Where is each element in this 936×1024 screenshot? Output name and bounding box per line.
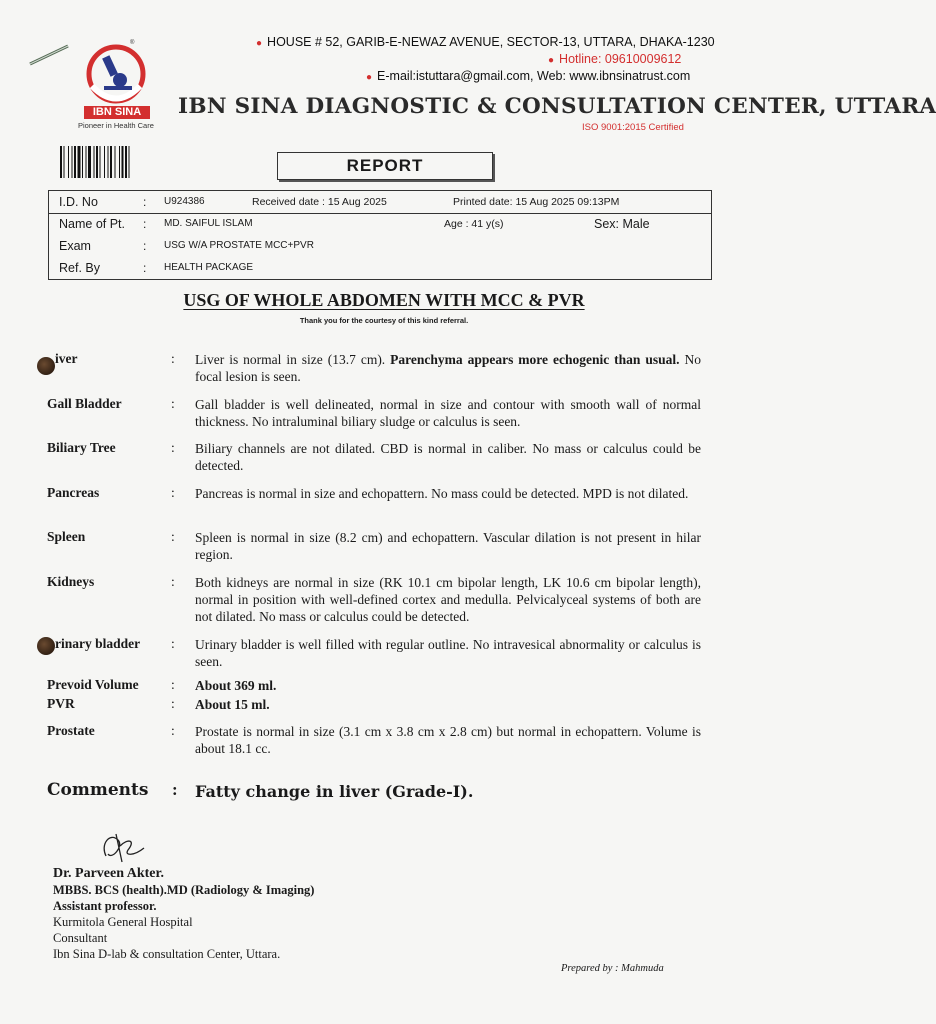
center-name: IBN SINA DIAGNOSTIC & CONSULTATION CENTER, UTTARA xyxy=(178,94,936,119)
colon: : xyxy=(171,440,175,455)
barcode-bar xyxy=(122,146,124,178)
barcode-bar xyxy=(64,146,65,178)
punch-hole-mark xyxy=(37,637,55,655)
info-row-exam xyxy=(49,235,711,257)
barcode-bar xyxy=(129,146,130,178)
barcode-bar xyxy=(108,146,109,178)
hotline-text: Hotline: 09610009612 xyxy=(559,52,682,66)
finding-label-pancreas: Pancreas xyxy=(47,485,100,500)
exam-value: USG W/A PROSTATE MCC+PVR xyxy=(164,240,314,251)
barcode-bar xyxy=(82,146,83,178)
address-line xyxy=(256,35,715,49)
colon: : xyxy=(171,574,175,589)
colon: : xyxy=(171,351,175,366)
patient-info-box xyxy=(48,190,712,280)
barcode-bar xyxy=(68,146,69,178)
liver-rest-text: No focal lesion is seen. xyxy=(195,352,702,384)
barcode xyxy=(60,146,180,178)
report-heading: REPORT xyxy=(277,152,493,180)
finding-label-spleen: Spleen xyxy=(47,529,86,544)
prepared-by: Prepared by : Mahmuda xyxy=(561,963,664,974)
name-value: MD. SAIFUL ISLAM xyxy=(164,218,253,229)
colon: : xyxy=(171,529,175,544)
name-label: Name of Pt. xyxy=(59,217,125,231)
age-value: Age : 41 y(s) xyxy=(444,218,504,230)
barcode-bar xyxy=(60,146,62,178)
ref-value: HEALTH PACKAGE xyxy=(164,262,254,273)
liver-normal-text: Liver is normal in size (13.7 cm). xyxy=(195,352,391,367)
doctor-hospital: Kurmitola General Hospital xyxy=(53,915,193,929)
comments-text: Fatty change in liver (Grade-I). xyxy=(195,782,474,801)
barcode-bar xyxy=(110,146,112,178)
email-web-line xyxy=(366,69,690,83)
colon: : xyxy=(143,239,147,253)
finding-text-spleen: Spleen is normal in size (8.2 cm) and echopattern. Vascular dilation is not present in hilar region. xyxy=(195,530,701,562)
bullet-icon: ● xyxy=(548,55,555,66)
finding-label-prostate: Prostate xyxy=(47,723,95,738)
finding-text-kidneys: Both kidneys are normal in size (RK 10.1 cm bipolar length, LK 10.6 cm bipolar length), normal in position with well-defined cortex and medulla. Pelvicalyceal systems of both are not dilated. No mass or calculus could be detected. xyxy=(195,575,701,624)
doctor-role: Consultant xyxy=(53,931,108,945)
barcode-bar xyxy=(88,146,91,178)
barcode-bar xyxy=(104,146,105,178)
id-value: U924386 xyxy=(164,196,205,207)
doctor-position: Assistant professor. xyxy=(53,899,157,913)
address-text: HOUSE # 52, GARIB-E-NEWAZ AVENUE, SECTOR-13, UTTARA, DHAKA-1230 xyxy=(267,35,715,49)
finding-text-prevoid-volume: About 369 ml. xyxy=(195,678,277,693)
colon: : xyxy=(143,261,147,275)
finding-label-urinary-bladder: rinary bladder xyxy=(55,636,141,651)
colon: : xyxy=(143,195,147,209)
barcode-bar xyxy=(125,146,127,178)
hotline-line xyxy=(548,52,681,66)
doctor-signature xyxy=(98,826,148,866)
ref-label: Ref. By xyxy=(59,261,100,275)
sex-value: Sex: Male xyxy=(594,217,650,231)
comments-label: Comments xyxy=(47,780,149,800)
finding-text-prostate: Prostate is normal in size (3.1 cm x 3.8 cm x 2.8 cm) but normal in echopattern. Volume is about 18.1 cc. xyxy=(195,724,701,756)
finding-label-prevoid-volume: Prevoid Volume xyxy=(47,677,139,692)
finding-text-pancreas: Pancreas is normal in size and echopattern. No mass could be detected. MPD is not dilated. xyxy=(195,486,689,501)
finding-text-gall-bladder: Gall bladder is well delineated, normal in size and contour with smooth wall of normal thickness. No intraluminal biliary sludge or calculus is seen. xyxy=(195,397,701,429)
info-row-name xyxy=(49,213,711,235)
iso-certification: ISO 9001:2015 Certified xyxy=(582,122,684,133)
report-title xyxy=(0,290,768,311)
bullet-icon: ● xyxy=(366,72,373,83)
colon: : xyxy=(171,723,175,738)
colon: : xyxy=(171,485,175,500)
barcode-bar xyxy=(100,146,101,178)
report-subtitle: Thank you for the courtesy of this kind referral. xyxy=(299,316,469,325)
colon: : xyxy=(171,636,175,651)
email-web-text: E-mail:istuttara@gmail.com, Web: www.ibnsinatrust.com xyxy=(377,69,691,83)
colon: : xyxy=(171,396,175,411)
doctor-name: Dr. Parveen Akter. xyxy=(53,866,164,881)
barcode-bar xyxy=(86,146,87,178)
pencil-mark xyxy=(28,44,70,66)
finding-text-liver xyxy=(195,351,701,385)
info-row-ref xyxy=(49,257,711,279)
barcode-bar xyxy=(72,146,73,178)
logo-name: IBN SINA xyxy=(84,106,150,119)
svg-text:®: ® xyxy=(130,40,135,46)
barcode-bar xyxy=(119,146,120,178)
doctor-center: Ibn Sina D-lab & consultation Center, Uttara. xyxy=(53,947,281,961)
liver-bold-text: Parenchyma appears more echogenic than usual. xyxy=(390,352,680,367)
doctor-degrees: MBBS. BCS (health).MD (Radiology & Imaging) xyxy=(53,883,315,897)
barcode-bar xyxy=(96,146,98,178)
bullet-icon: ● xyxy=(256,38,263,49)
colon: : xyxy=(172,780,178,799)
barcode-bar xyxy=(115,146,116,178)
barcode-bar xyxy=(78,146,81,178)
finding-text-pvr: About 15 ml. xyxy=(195,697,270,712)
finding-label-gall-bladder: Gall Bladder xyxy=(47,396,122,411)
colon: : xyxy=(171,677,175,692)
logo-tagline: Pioneer in Health Care xyxy=(78,121,154,130)
id-label: I.D. No xyxy=(59,195,98,209)
printed-date: Printed date: 15 Aug 2025 09:13PM xyxy=(453,196,620,208)
report-title-text: USG OF WHOLE ABDOMEN WITH MCC & PVR xyxy=(183,290,585,310)
exam-label: Exam xyxy=(59,239,91,253)
punch-hole-mark xyxy=(37,357,55,375)
received-date: Received date : 15 Aug 2025 xyxy=(252,196,387,208)
finding-label-pvr: PVR xyxy=(47,696,75,711)
colon: : xyxy=(143,217,147,231)
info-row-id xyxy=(49,191,711,214)
finding-text-urinary-bladder: Urinary bladder is well filled with regular outline. No intravesical abnormality or calculus is seen. xyxy=(195,637,701,669)
finding-label-biliary-tree: Biliary Tree xyxy=(47,440,116,455)
colon: : xyxy=(171,696,175,711)
finding-label-kidneys: Kidneys xyxy=(47,574,95,589)
finding-label-liver: iver xyxy=(55,351,78,366)
doctor-block xyxy=(53,866,314,962)
barcode-bar xyxy=(74,146,76,178)
barcode-bar xyxy=(94,146,95,178)
finding-text-biliary-tree: Biliary channels are not dilated. CBD is normal in caliber. No mass or calculus could be detected. xyxy=(195,441,701,473)
